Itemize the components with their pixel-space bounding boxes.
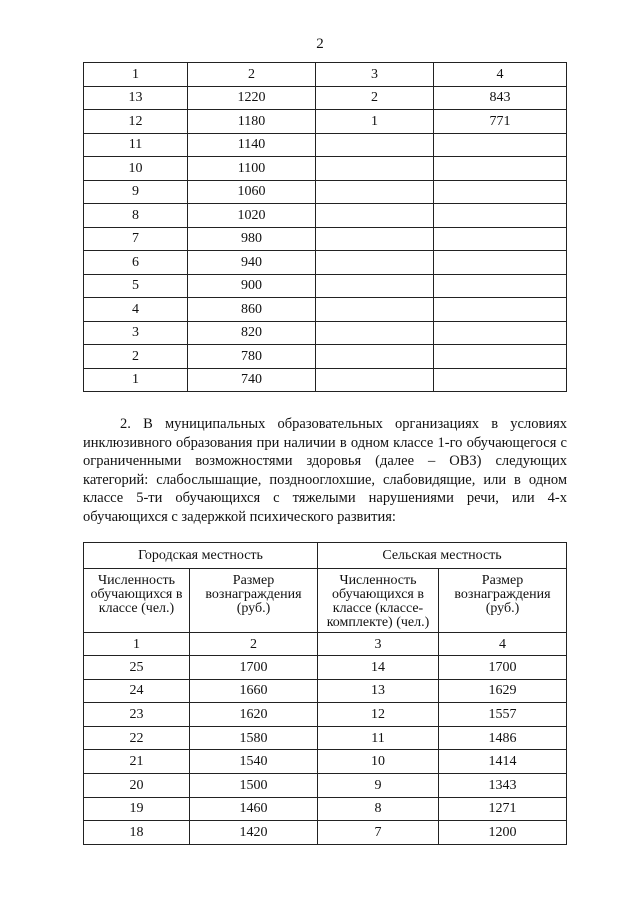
table-cell: 1629 — [439, 679, 567, 703]
table-cell — [316, 345, 434, 369]
table-cell: 1580 — [190, 726, 318, 750]
table-cell: 10 — [84, 157, 188, 181]
table-row — [84, 204, 567, 228]
table-cell: 1700 — [190, 656, 318, 680]
inclusive-reward-table — [83, 542, 567, 845]
table-cell — [316, 274, 434, 298]
table-row — [84, 227, 567, 251]
table-cell: 1486 — [439, 726, 567, 750]
table-cell — [316, 368, 434, 392]
table-row — [84, 133, 567, 157]
table-cell: 9 — [318, 773, 439, 797]
column-number-row — [84, 633, 567, 656]
table-cell: 22 — [84, 726, 190, 750]
rural-area-header: Сельская местность — [318, 543, 567, 569]
table-cell: 24 — [84, 679, 190, 703]
table-cell: 6 — [84, 251, 188, 275]
table-cell — [434, 227, 567, 251]
table-cell: 8 — [318, 797, 439, 821]
rural-reward-amount-header: Размер вознаграждения (руб.) — [439, 569, 567, 633]
table-cell: 3 — [84, 321, 188, 345]
table-header-cell: 4 — [434, 63, 567, 87]
table-cell: 7 — [84, 227, 188, 251]
table-cell: 13 — [84, 86, 188, 110]
table-cell: 11 — [84, 133, 188, 157]
table-row — [84, 86, 567, 110]
table-row — [84, 180, 567, 204]
table-cell: 1700 — [439, 656, 567, 680]
table-cell — [434, 204, 567, 228]
table-cell: 9 — [84, 180, 188, 204]
table-cell: 1414 — [439, 750, 567, 774]
table-cell: 940 — [188, 251, 316, 275]
table-cell: 12 — [318, 703, 439, 727]
table-header-cell: 3 — [316, 63, 434, 87]
table-cell: 8 — [84, 204, 188, 228]
table-cell: 1200 — [439, 821, 567, 845]
table-row — [84, 773, 567, 797]
table-row — [84, 750, 567, 774]
table-cell — [316, 321, 434, 345]
table-cell: 1557 — [439, 703, 567, 727]
rural-student-count-header: Численность обучающихся в классе (классе-комплекте) (чел.) — [318, 569, 439, 633]
table-cell: 23 — [84, 703, 190, 727]
table-cell — [316, 227, 434, 251]
page-number: 2 — [316, 36, 324, 52]
reward-table-continued — [83, 62, 567, 392]
table-cell: 4 — [84, 298, 188, 322]
table-cell: 1020 — [188, 204, 316, 228]
table-cell: 740 — [188, 368, 316, 392]
table-cell: 18 — [84, 821, 190, 845]
table-cell: 860 — [188, 298, 316, 322]
table-cell: 1220 — [188, 86, 316, 110]
table-cell: 1620 — [190, 703, 318, 727]
table-cell: 1271 — [439, 797, 567, 821]
table-cell: 12 — [84, 110, 188, 134]
table-row — [84, 797, 567, 821]
table-row — [84, 298, 567, 322]
table-cell: 21 — [84, 750, 190, 774]
urban-area-header: Городская местность — [84, 543, 318, 569]
table-cell: 1180 — [188, 110, 316, 134]
table-row — [84, 726, 567, 750]
table-cell: 820 — [188, 321, 316, 345]
table-cell: 771 — [434, 110, 567, 134]
column-number-cell: 2 — [190, 633, 318, 656]
table-row — [84, 821, 567, 845]
table-cell: 1660 — [190, 679, 318, 703]
table-cell: 14 — [318, 656, 439, 680]
table-row — [84, 679, 567, 703]
table-cell: 1060 — [188, 180, 316, 204]
table-cell: 10 — [318, 750, 439, 774]
table-cell: 1 — [84, 368, 188, 392]
table-row — [84, 274, 567, 298]
table-cell: 1 — [316, 110, 434, 134]
table-cell: 780 — [188, 345, 316, 369]
table-cell: 1343 — [439, 773, 567, 797]
table-header-cell: 1 — [84, 63, 188, 87]
table-cell: 5 — [84, 274, 188, 298]
table-cell: 1140 — [188, 133, 316, 157]
column-number-cell: 4 — [439, 633, 567, 656]
table-cell: 19 — [84, 797, 190, 821]
table-cell: 1460 — [190, 797, 318, 821]
table-cell: 1500 — [190, 773, 318, 797]
table-cell: 20 — [84, 773, 190, 797]
table-cell — [316, 157, 434, 181]
table-cell — [434, 180, 567, 204]
table-row — [84, 345, 567, 369]
table-cell: 11 — [318, 726, 439, 750]
column-number-cell: 3 — [318, 633, 439, 656]
reward-table-body — [84, 63, 567, 392]
area-header-row — [84, 543, 567, 569]
table-header-cell: 2 — [188, 63, 316, 87]
table-cell — [316, 133, 434, 157]
table-cell — [316, 251, 434, 275]
table-row — [84, 251, 567, 275]
table-cell: 1420 — [190, 821, 318, 845]
inclusive-reward-table-body — [84, 543, 567, 845]
table-cell — [434, 368, 567, 392]
table-cell: 7 — [318, 821, 439, 845]
table-cell: 980 — [188, 227, 316, 251]
table-row — [84, 157, 567, 181]
table-cell: 843 — [434, 86, 567, 110]
table-row — [84, 703, 567, 727]
table-cell — [434, 133, 567, 157]
table-cell: 25 — [84, 656, 190, 680]
table-row — [84, 656, 567, 680]
urban-reward-amount-header: Размер вознаграждения (руб.) — [190, 569, 318, 633]
table-header-row — [84, 63, 567, 87]
table-cell — [434, 298, 567, 322]
table-cell — [434, 321, 567, 345]
inclusive-education-paragraph: 2. В муниципальных образовательных организациях в условиях инклюзивного образования при наличии в одном классе 1-го обучающегося с ограниченными возможностями здоровья (далее – ОВЗ) следующих категорий: слабослышащие, позднооглохшие, слабовидящие, или в одном классе 5-ти обучающихся с тяжелыми нарушениями речи, или 4-х обучающихся с задержкой психического развития: — [83, 416, 567, 525]
table-cell — [316, 180, 434, 204]
column-number-cell: 1 — [84, 633, 190, 656]
table-cell: 1540 — [190, 750, 318, 774]
table-cell — [316, 298, 434, 322]
table-cell: 1100 — [188, 157, 316, 181]
table-cell: 2 — [316, 86, 434, 110]
column-header-row — [84, 569, 567, 633]
table-row — [84, 368, 567, 392]
urban-student-count-header: Численность обучающихся в классе (чел.) — [84, 569, 190, 633]
table-cell: 13 — [318, 679, 439, 703]
table-cell — [434, 274, 567, 298]
table-row — [84, 321, 567, 345]
table-cell: 2 — [84, 345, 188, 369]
table-cell — [434, 251, 567, 275]
table-cell — [434, 345, 567, 369]
table-row — [84, 110, 567, 134]
table-cell — [316, 204, 434, 228]
table-cell: 900 — [188, 274, 316, 298]
table-cell — [434, 157, 567, 181]
